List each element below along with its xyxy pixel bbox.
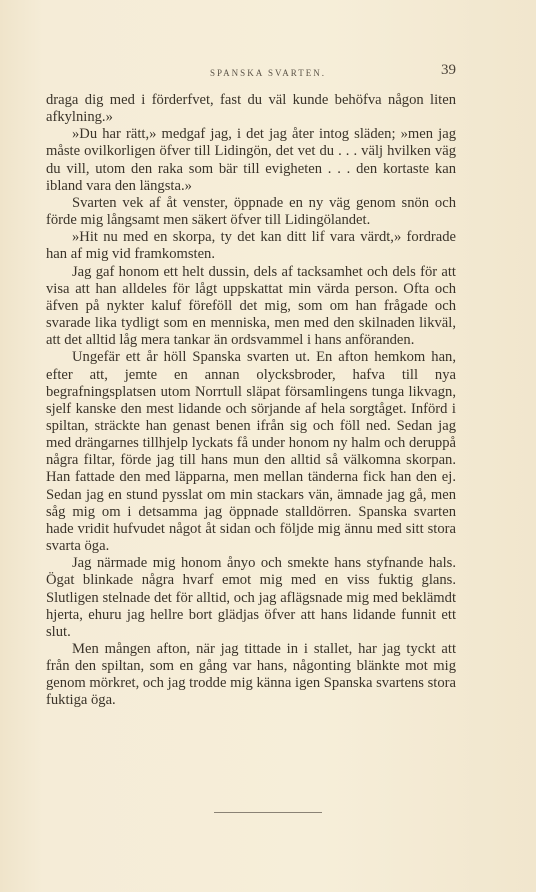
paragraph: draga dig med i förderfvet, fast du väl kunde behöfva någon liten afkylning.» <box>46 92 456 126</box>
paragraph: »Hit nu med en skorpa, ty det kan ditt lif vara värdt,» fordrade han af mig vid framkomsten. <box>46 229 456 263</box>
paragraph: Men mången afton, när jag tittade in i stallet, har jag tyckt att från den spiltan, som en gång var hans, någonting blänkte mot mig genom mörkret, och jag trodde mig känna igen Spanska svartens stora fuktiga öga. <box>46 641 456 709</box>
paragraph: Jag gaf honom ett helt dussin, dels af tacksamhet och dels för att visa att han alldeles för lågt uppskattat min värda person. Ofta och äfven på nykter kaluf föreföll det mig, som om han frågade och svarade lika tydligt som en menniska, men med den skilnaden likväl, att det alltid låg mera tankar än ordsvammel i hans anföranden. <box>46 263 456 349</box>
page-number: 39 <box>441 62 456 78</box>
paragraph: Jag närmade mig honom ånyo och smekte hans styfnande hals. Ögat blinkade några hvarf emot mig med en viss fuktig glans. Slutligen stelnade det för alltid, och jag aflägsnade mig med beklämdt hjerta, ehuru jag hellre bort glädjas öfver att hans lidande funnit ett slut. <box>46 555 456 640</box>
running-title: SPANSKA SVARTEN. <box>210 68 326 78</box>
paragraph: Ungefär ett år höll Spanska svarten ut. En afton hemkom han, efter att, jemte en annan olycksbroder, hafva till nya begrafningsplatsen utom Norrtull släpat församlingens tunga likvagn, sjelf kanske den mest lidande och sörjande af hela sorgtåget. Införd i spiltan, sträckte han genast benen ifrån sig och föll ned. Sedan jag med drängarnes tillhjelp lyckats få under honom ny halm och deruppå några filtar, förde jag till hans mun den alltid så välkomna skorpan. Han fattade den med läpparna, men mellan tänderna fick han den ej. Sedan jag en stund pysslat om min stackars vän, ämnade jag gå, men såg mig om i detsamma jag öppnade stalldörren. Spanska svarten hade vridit hufvudet något åt sidan och följde mig ännu med sitt stora svarta öga. <box>46 349 456 555</box>
section-end-rule <box>214 812 322 813</box>
running-head <box>0 62 536 84</box>
paragraph: »Du har rätt,» medgaf jag, i det jag åter intog släden; »men jag måste ovilkorligen öfver till Lidingön, det vet du . . . välj hvilken väg du vill, utom den raka som bär till evigheten . . . den kortaste kan ibland vara den längsta.» <box>46 126 456 194</box>
paragraph: Svarten vek af åt venster, öppnade en ny väg genom snön och förde mig långsamt men säkert öfver till Lidingölandet. <box>46 194 456 229</box>
body-text <box>46 92 456 710</box>
